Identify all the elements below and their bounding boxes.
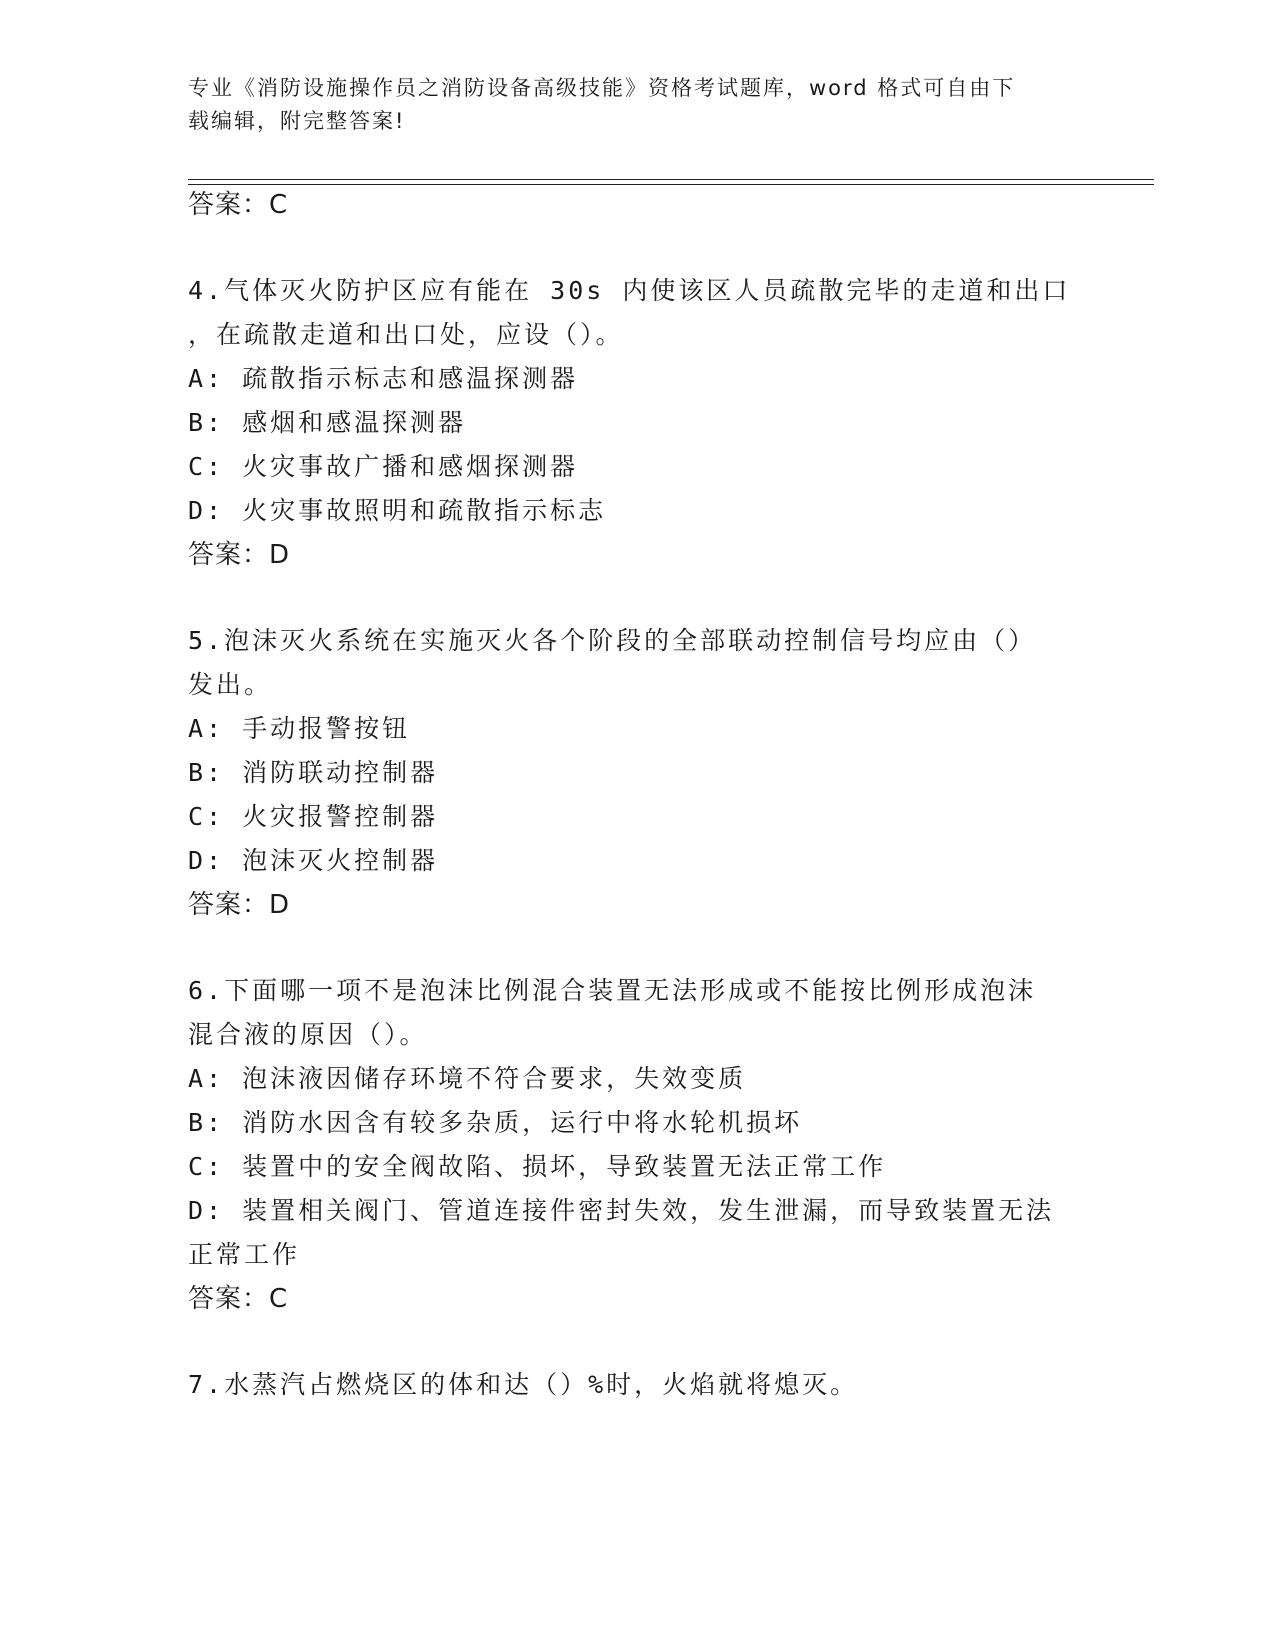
question-4-option-a: A: 疏散指示标志和感温探测器 [188, 364, 579, 393]
question-6-option-c: C: 装置中的安全阀故陷、损坏，导致装置无法正常工作 [188, 1152, 887, 1181]
question-6-option-d-line-2: 正常工作 [188, 1240, 301, 1269]
question-5-line-2: 发出。 [188, 670, 273, 699]
question-4-option-d: D: 火灾事故照明和疏散指示标志 [188, 496, 607, 525]
question-6-line-2: 混合液的原因（）。 [188, 1020, 428, 1049]
answer-3: 答案：C [188, 190, 289, 220]
question-4-option-b: B: 感烟和感温探测器 [188, 408, 467, 437]
header-line-1: 专业《消防设施操作员之消防设备高级技能》资格考试题库，word 格式可自由下 [188, 76, 1016, 100]
question-4-option-c: C: 火灾事故广播和感烟探测器 [188, 452, 579, 481]
question-4-answer: 答案：D [188, 540, 291, 570]
document-header [188, 72, 1088, 138]
question-4-line-1: 4.气体灭火防护区应有能在 30s 内使该区人员疏散完毕的走道和出口 [188, 276, 1071, 305]
header-divider-bottom [188, 184, 1154, 185]
question-7-line-1: 7.水蒸汽占燃烧区的体和达（）%时，火焰就将熄灭。 [188, 1370, 859, 1399]
question-5-option-a: A: 手动报警按钮 [188, 714, 411, 743]
question-5-option-b: B: 消防联动控制器 [188, 758, 439, 787]
question-5-option-d: D: 泡沫灭火控制器 [188, 846, 439, 875]
question-5-line-1: 5.泡沫灭火系统在实施灭火各个阶段的全部联动控制信号均应由（） [188, 626, 1037, 655]
question-6-option-b: B: 消防水因含有较多杂质，运行中将水轮机损坏 [188, 1108, 803, 1137]
question-6-line-1: 6.下面哪一项不是泡沫比例混合装置无法形成或不能按比例形成泡沫 [188, 976, 1037, 1005]
question-6-answer: 答案：C [188, 1284, 289, 1314]
question-5-answer: 答案：D [188, 890, 291, 920]
question-6-option-d-line-1: D: 装置相关阀门、管道连接件密封失效，发生泄漏，而导致装置无法 [188, 1196, 1055, 1225]
question-5-option-c: C: 火灾报警控制器 [188, 802, 439, 831]
question-4-line-2: ，在疏散走道和出口处，应设（）。 [188, 320, 624, 349]
header-line-2: 载编辑，附完整答案! [188, 109, 406, 133]
header-divider-top [188, 179, 1154, 180]
question-6-option-a: A: 泡沫液因储存环境不符合要求，失效变质 [188, 1064, 747, 1093]
